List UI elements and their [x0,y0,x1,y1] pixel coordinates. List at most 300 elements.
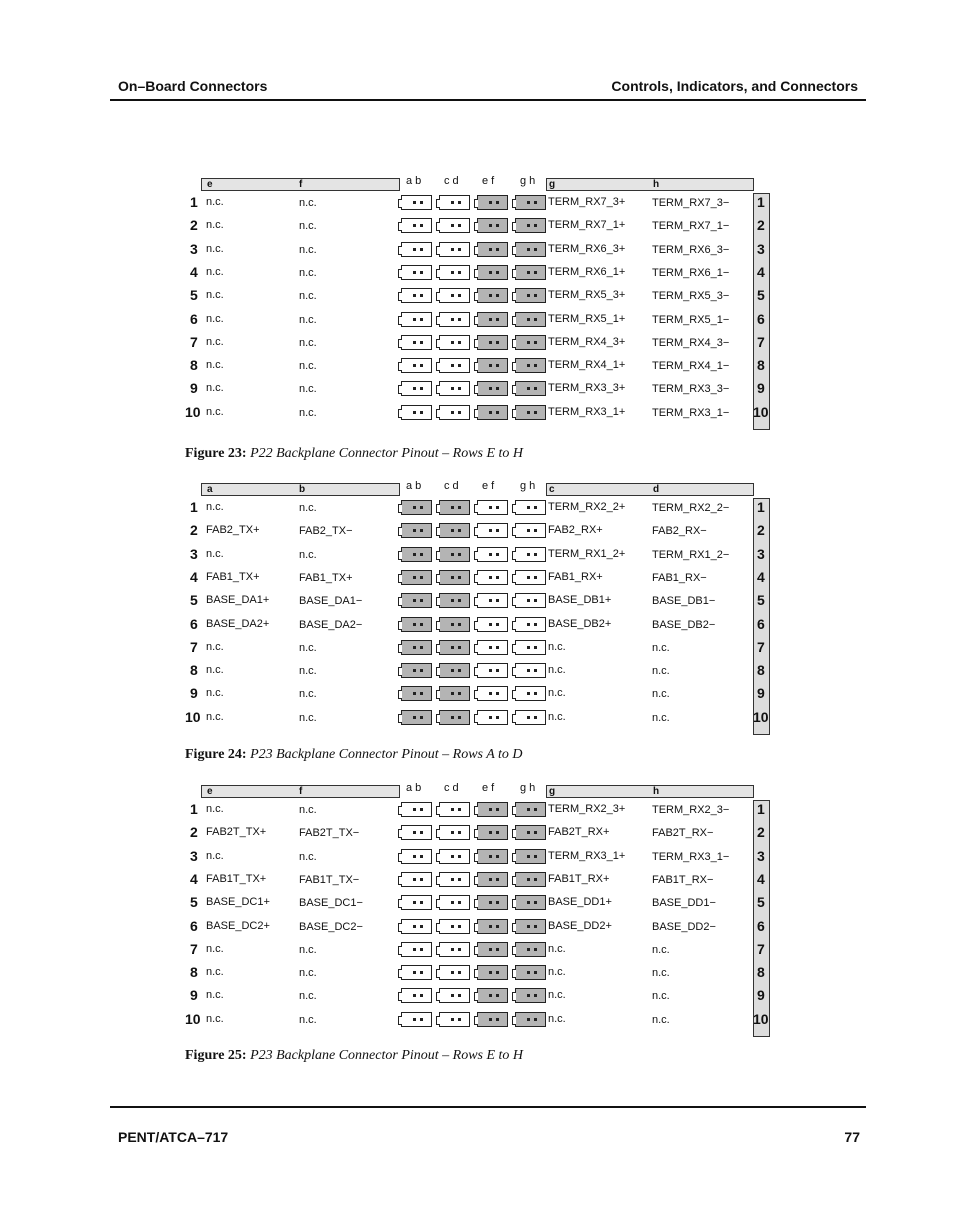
pin-dot [534,855,537,858]
row-number-left: 8 [190,662,198,679]
pin-signal: BASE_DB2+ [548,617,612,630]
pin-signal: BASE_DA2+ [206,617,270,630]
pin-signal: TERM_RX1_2− [652,548,730,561]
pin-signal: n.c. [548,710,566,723]
connector-pin-pair [515,218,546,233]
pin-dot [489,669,492,672]
pin-dot [496,294,499,297]
pin-dot [489,925,492,928]
connector-pin-pair [401,872,432,887]
pin-dot [496,224,499,227]
pin-dot [458,411,461,414]
pin-signal: n.c. [206,989,224,1002]
pin-dot [451,271,454,274]
pin-pair-label: g h [520,175,536,187]
pin-dot [489,529,492,532]
pin-signal: TERM_RX5_3− [652,290,730,303]
pin-dot [534,716,537,719]
pin-dot [489,878,492,881]
pin-dot [458,901,461,904]
row-number-left: 10 [185,403,201,420]
connector-pin-pair [401,988,432,1003]
pin-signal: FAB1T_TX+ [206,872,267,885]
pin-dot [413,341,416,344]
pin-dot [451,553,454,556]
row-number-left: 10 [185,708,201,725]
pin-signal: TERM_RX4_1+ [548,359,626,372]
pin-signal: n.c. [652,1013,670,1026]
figure-caption [185,747,523,763]
row-number-right: 5 [757,287,765,304]
pin-signal: BASE_DD1+ [548,896,612,909]
connector-pin-pair [515,358,546,373]
row-number-right: 2 [757,824,765,841]
connector-pin-pair [515,405,546,420]
pin-signal: FAB1T_RX+ [548,872,610,885]
column-label: g [549,786,556,797]
pin-dot [420,901,423,904]
pin-signal: TERM_RX6_3+ [548,242,626,255]
row-number-left: 4 [190,263,198,280]
connector-pin-pair [515,965,546,980]
pin-dot [534,529,537,532]
connector-pin-pair [515,500,546,515]
pin-dot [496,971,499,974]
pin-dot [496,387,499,390]
connector-pin-pair [515,335,546,350]
connector-pin-pair [515,312,546,327]
pin-signal: n.c. [299,220,317,233]
footer-page-number: 77 [844,1129,860,1145]
connector-pin-pair [515,547,546,562]
row-number-left: 2 [190,522,198,539]
pin-signal: n.c. [548,942,566,955]
pin-dot [458,669,461,672]
pin-pair-label: a b [406,782,422,794]
pin-dot [458,692,461,695]
connector-pin-pair [439,381,470,396]
pin-dot [534,248,537,251]
pin-dot [451,669,454,672]
connector-pin-pair [477,570,508,585]
pin-dot [527,948,530,951]
connector-pin-pair [477,942,508,957]
pin-dot [534,506,537,509]
connector-pin-pair [477,523,508,538]
pin-dot [489,294,492,297]
pin-dot [420,855,423,858]
figure-caption-label: Figure 23: [185,446,247,461]
pin-dot [451,1018,454,1021]
pin-dot [496,948,499,951]
pin-dot [420,341,423,344]
connector-pin-pair [439,195,470,210]
pin-pair-label: e f [482,175,495,187]
pin-signal: FAB1T_TX− [299,873,360,886]
pin-dot [527,576,530,579]
pin-dot [527,553,530,556]
pin-signal: n.c. [548,989,566,1002]
row-number-left: 6 [190,615,198,632]
pin-dot [527,716,530,719]
pin-dot [489,599,492,602]
row-number-right: 8 [757,357,765,374]
pin-dot [527,808,530,811]
pin-dot [496,411,499,414]
connector-pin-pair [515,593,546,608]
pin-dot [496,994,499,997]
left-column-header [201,178,400,191]
row-number-left: 1 [190,499,198,515]
row-number-left: 7 [190,333,198,350]
pin-dot [527,529,530,532]
pin-dot [458,855,461,858]
pin-dot [527,901,530,904]
connector-pin-pair [439,547,470,562]
pin-signal: n.c. [206,289,224,302]
connector-pin-pair [439,988,470,1003]
column-label: e [207,786,213,797]
pin-dot [458,553,461,556]
row-number-right: 7 [757,940,765,957]
pin-dot [413,901,416,904]
column-label: f [299,786,303,797]
row-number-right: 7 [757,638,765,655]
pin-dot [489,201,492,204]
pin-dot [527,318,530,321]
connector-pin-pair [515,242,546,257]
pin-dot [534,623,537,626]
pin-signal: BASE_DA2− [299,618,363,631]
connector-pin-pair [515,288,546,303]
pin-signal: FAB2T_RX− [652,827,714,840]
pin-signal: n.c. [652,943,670,956]
running-header-left: On–Board Connectors [118,78,268,94]
pin-dot [489,831,492,834]
pin-signal: n.c. [548,966,566,979]
pin-dot [420,808,423,811]
pin-signal: TERM_RX4_3− [652,336,730,349]
pin-dot [451,506,454,509]
pin-dot [489,646,492,649]
row-number-left: 1 [190,801,198,817]
connector-pin-pair [515,570,546,585]
pin-signal: n.c. [206,335,224,348]
pin-dot [420,692,423,695]
pin-signal: n.c. [548,640,566,653]
pin-dot [458,623,461,626]
pin-dot [527,831,530,834]
row-number-right: 4 [757,568,765,585]
pin-dot [534,831,537,834]
pin-dot [458,716,461,719]
connector-pin-pair [439,686,470,701]
pin-signal: n.c. [299,711,317,724]
row-number-left: 7 [190,638,198,655]
row-number-right: 2 [757,217,765,234]
pin-signal: n.c. [206,196,224,208]
pin-dot [420,971,423,974]
pin-dot [496,623,499,626]
pin-dot [413,831,416,834]
pin-signal: FAB1_RX− [652,571,707,584]
pin-signal: BASE_DD1− [652,897,716,910]
pin-dot [496,529,499,532]
pin-signal: n.c. [299,1013,317,1026]
pin-dot [413,553,416,556]
connector-pin-pair [401,710,432,725]
connector-pin-pair [439,825,470,840]
connector-pin-pair [515,710,546,725]
pin-dot [489,224,492,227]
pin-signal: n.c. [299,197,317,209]
connector-pin-pair [439,570,470,585]
pin-dot [489,341,492,344]
pin-signal: TERM_RX3_3− [652,383,730,396]
pin-dot [534,925,537,928]
pin-signal: n.c. [299,406,317,419]
row-number-left: 7 [190,940,198,957]
connector-pin-pair [401,358,432,373]
footer-doc-id: PENT/ATCA–717 [118,1129,229,1145]
row-number-left: 1 [190,194,198,210]
pin-dot [489,411,492,414]
pin-dot [496,901,499,904]
pin-signal: n.c. [206,942,224,955]
pin-signal: BASE_DC2− [299,920,363,933]
pin-signal: TERM_RX5_3+ [548,289,626,302]
pin-signal: TERM_RX4_1− [652,360,730,373]
connector-pin-pair [477,640,508,655]
pin-dot [489,948,492,951]
connector-pin-pair [477,988,508,1003]
pin-dot [534,994,537,997]
connector-pin-pair [401,1012,432,1027]
pin-dot [458,529,461,532]
pin-signal: n.c. [652,711,670,724]
pin-signal: BASE_DA1+ [206,594,270,607]
pin-dot [458,994,461,997]
pin-dot [534,948,537,951]
pin-signal: n.c. [548,664,566,677]
connector-pin-pair [515,919,546,934]
pin-signal: BASE_DB2− [652,618,716,631]
connector-pin-pair [401,965,432,980]
connector-pin-pair [477,218,508,233]
connector-pin-pair [401,500,432,515]
pin-signal: n.c. [206,664,224,677]
pin-dot [420,294,423,297]
pin-dot [527,994,530,997]
pin-signal: FAB1_TX+ [206,570,260,583]
connector-pin-pair [477,686,508,701]
row-number-left: 6 [190,310,198,327]
pin-signal: TERM_RX7_1− [652,220,730,233]
pin-dot [534,318,537,321]
pin-dot [496,692,499,695]
pin-dot [413,716,416,719]
pin-signal: n.c. [206,849,224,862]
pin-dot [489,271,492,274]
pin-signal: BASE_DB1− [652,595,716,608]
pin-dot [496,1018,499,1021]
row-number-right: 10 [753,1010,769,1027]
connector-pin-pair [439,1012,470,1027]
left-column-header [201,785,400,798]
connector-pin-pair [401,242,432,257]
connector-pin-pair [401,919,432,934]
connector-pin-pair [515,895,546,910]
figure-caption-label: Figure 24: [185,747,247,762]
pin-dot [413,878,416,881]
pin-dot [458,318,461,321]
connector-pin-pair [439,872,470,887]
row-number-left: 9 [190,987,198,1004]
pin-dot [413,994,416,997]
pin-signal: FAB2_TX+ [206,524,260,537]
figure-caption-label: Figure 25: [185,1048,247,1063]
pin-dot [451,318,454,321]
pin-dot [534,553,537,556]
pin-dot [527,411,530,414]
pin-dot [413,1018,416,1021]
pin-signal: BASE_DD2+ [548,919,612,932]
pin-dot [451,878,454,881]
pin-signal: n.c. [206,687,224,700]
connector-pin-pair [401,195,432,210]
connector-pin-pair [515,381,546,396]
pin-dot [451,808,454,811]
pin-signal: n.c. [299,990,317,1003]
pin-dot [527,387,530,390]
row-number-left: 5 [190,592,198,609]
pin-dot [458,506,461,509]
connector-pin-pair [439,710,470,725]
pin-signal: TERM_RX3_1+ [548,849,626,862]
pin-dot [527,623,530,626]
row-number-left: 4 [190,870,198,887]
pin-dot [413,318,416,321]
connector-pin-pair [439,500,470,515]
pin-dot [413,294,416,297]
connector-pin-pair [477,965,508,980]
connector-pin-pair [477,500,508,515]
pin-dot [420,623,423,626]
pin-dot [534,901,537,904]
pin-dot [413,411,416,414]
pin-dot [527,669,530,672]
row-number-right: 6 [757,917,765,934]
connector-pin-pair [439,919,470,934]
pin-signal: FAB2T_TX− [299,827,360,840]
pin-dot [413,669,416,672]
pin-signal: n.c. [206,710,224,723]
connector-pin-pair [477,895,508,910]
row-number-right: 1 [757,194,765,210]
row-number-right: 9 [757,987,765,1004]
pin-dot [496,855,499,858]
pin-dot [458,387,461,390]
connector-pin-pair [477,242,508,257]
row-number-left: 4 [190,568,198,585]
pin-signal: FAB2_TX− [299,525,353,538]
pin-dot [420,925,423,928]
pin-dot [451,623,454,626]
pin-dot [413,692,416,695]
connector-pin-pair [515,195,546,210]
column-label: h [653,786,660,797]
connector-pin-pair [439,965,470,980]
pin-signal: FAB2_RX− [652,525,707,538]
pin-signal: TERM_RX7_3− [652,197,730,209]
pin-signal: n.c. [299,548,317,561]
pin-signal: TERM_RX3_1− [652,850,730,863]
pin-dot [420,387,423,390]
pin-dot [451,529,454,532]
pin-dot [496,248,499,251]
pin-dot [534,669,537,672]
connector-pin-pair [401,802,432,817]
pin-dot [451,646,454,649]
pin-dot [451,716,454,719]
pin-dot [458,224,461,227]
pin-signal: FAB2T_TX+ [206,826,267,839]
row-number-left: 5 [190,287,198,304]
pin-dot [420,878,423,881]
row-number-left: 6 [190,917,198,934]
pin-dot [496,271,499,274]
pin-dot [451,599,454,602]
pin-dot [534,878,537,881]
pin-dot [489,576,492,579]
pin-dot [534,201,537,204]
pin-dot [458,971,461,974]
connector-pin-pair [401,265,432,280]
pin-dot [413,224,416,227]
pin-dot [451,971,454,974]
row-number-right: 8 [757,662,765,679]
connector-pin-pair [401,312,432,327]
pin-dot [527,646,530,649]
row-number-right: 4 [757,870,765,887]
pin-dot [451,831,454,834]
pin-dot [458,248,461,251]
pin-dot [451,248,454,251]
connector-pin-pair [515,802,546,817]
pin-dot [527,692,530,695]
connector-pin-pair [439,242,470,257]
pin-signal: BASE_DA1− [299,595,363,608]
pin-signal: n.c. [652,990,670,1003]
pin-pair-label: g h [520,480,536,492]
pin-dot [451,224,454,227]
pin-dot [534,271,537,274]
pin-signal: FAB1_TX+ [299,571,353,584]
pin-dot [451,411,454,414]
pin-dot [534,364,537,367]
pin-signal: n.c. [652,665,670,678]
pin-dot [527,878,530,881]
connector-pin-pair [401,288,432,303]
connector-pin-pair [477,872,508,887]
pin-dot [451,201,454,204]
pin-dot [458,576,461,579]
row-number-right: 6 [757,310,765,327]
connector-pin-pair [401,663,432,678]
row-number-left: 9 [190,685,198,702]
right-column-header [546,785,754,798]
connector-pin-pair [477,312,508,327]
